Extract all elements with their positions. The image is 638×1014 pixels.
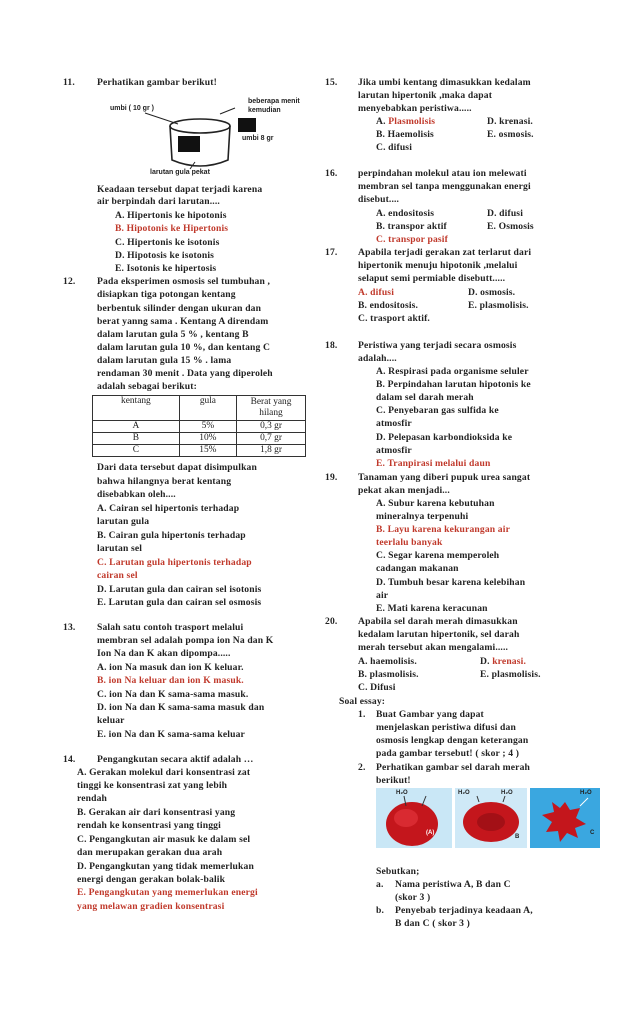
q12-line: dalam larutan gula 5 % , kentang B xyxy=(97,329,249,340)
q12-option-a-cont: larutan gula xyxy=(97,516,150,527)
q12-option-b-cont: larutan sel xyxy=(97,543,143,554)
q18-option-b-cont: dalam sel darah merah xyxy=(376,392,474,403)
q17-number: 17. xyxy=(325,247,338,258)
q13-option-c[interactable]: C. ion Na dan K sama-sama masuk. xyxy=(97,689,249,700)
q17-option-a-answer[interactable]: A. difusi xyxy=(358,287,395,298)
rbc-image-b xyxy=(455,788,527,848)
q13-line: membran sel adalah pompa ion Na dan K xyxy=(97,635,274,646)
q15-option-d[interactable]: D. krenasi. xyxy=(487,116,533,127)
q12-option-e[interactable]: E. Larutan gula dan cairan sel osmosis xyxy=(97,597,262,608)
rbc-image-a xyxy=(376,788,452,848)
q16-line: perpindahan molekul atau ion melewati xyxy=(358,168,527,179)
rbc-c-water-label: H₂O xyxy=(580,790,592,796)
q15-line: larutan hipertonik ,maka dapat xyxy=(358,90,493,101)
q11-stem: Perhatikan gambar berikut! xyxy=(97,77,217,88)
q14-number: 14. xyxy=(63,754,76,765)
q12-option-d[interactable]: D. Larutan gula dan cairan sel isotonis xyxy=(97,584,262,595)
q15-option-c[interactable]: C. difusi xyxy=(376,142,413,153)
q13-option-a[interactable]: A. ion Na masuk dan ion K keluar. xyxy=(97,662,244,673)
q12-line: Pada eksperimen osmosis sel tumbuhan , xyxy=(97,276,271,287)
q11-number: 11. xyxy=(63,77,75,88)
q14-option-d[interactable]: D. Pengangkutan yang tidak memerlukan xyxy=(77,861,254,872)
essay-title: Soal essay: xyxy=(339,696,386,707)
q18-option-e-answer[interactable]: E. Tranpirasi melalui daun xyxy=(376,458,491,469)
diagram-label-tuber: umbi ( 10 gr ) xyxy=(110,105,154,112)
q13-number: 13. xyxy=(63,622,76,633)
q14-option-c-cont: dan merupakan gerakan dua arah xyxy=(77,847,223,858)
table-cell: B xyxy=(93,433,180,445)
table-cell: 0,7 gr xyxy=(237,433,306,445)
q12-option-c-cont: cairan sel xyxy=(97,570,138,581)
q18-option-b[interactable]: B. Perpindahan larutan hipotonis ke xyxy=(376,379,531,390)
q16-option-c-answer[interactable]: C. transpor pasif xyxy=(376,234,448,245)
q11-option-e[interactable]: E. Isotonis ke hipertosis xyxy=(115,263,217,274)
q12-after: bahwa hilangnya berat kentang xyxy=(97,476,232,487)
q20-line: kedalam larutan hipertonik, sel darah xyxy=(358,629,520,640)
q13-option-e[interactable]: E. ion Na dan K sama-sama keluar xyxy=(97,729,245,740)
q15-option-a-answer: Plasmolisis xyxy=(388,116,436,127)
q14-stem: Pengangkutan secara aktif adalah … xyxy=(97,754,254,765)
table-cell: C xyxy=(93,445,180,457)
q17-option-c[interactable]: C. trasport aktif. xyxy=(358,313,430,324)
q12-line: berbentuk silinder dengan ukuran dan xyxy=(97,303,262,314)
q18-line: Peristiwa yang terjadi secara osmosis xyxy=(358,340,517,351)
q20-option-b[interactable]: B. plasmolisis. xyxy=(358,669,419,680)
q12-data-table xyxy=(92,395,306,457)
q15-option-a[interactable] xyxy=(376,116,435,128)
q20-option-d[interactable] xyxy=(480,656,526,668)
q14-option-b-cont: rendah ke konsentrasi yang tinggi xyxy=(77,820,221,831)
q20-number: 20. xyxy=(325,616,338,627)
diagram-label-solution: larutan gula pekat xyxy=(150,169,210,176)
diagram-label-after: beberapa menit xyxy=(248,98,300,105)
q12-line: dalam larutan gula 10 %, dan kentang C xyxy=(97,342,271,353)
q18-option-d-cont: atmosfir xyxy=(376,445,412,456)
table-cell: 0,3 gr xyxy=(237,421,306,433)
table-cell: 1,8 gr xyxy=(237,445,306,457)
q16-number: 16. xyxy=(325,168,338,179)
table-row xyxy=(93,421,306,433)
rbc-image-c xyxy=(530,788,600,848)
q19-option-c-cont: cadangan makanan xyxy=(376,563,459,574)
q13-option-d[interactable]: D. ion Na dan K sama-sama masuk dan xyxy=(97,702,265,713)
rbc-b-label: B xyxy=(515,834,520,840)
q17-line: selaput semi permiable disebutt..... xyxy=(358,273,506,284)
q17-option-d[interactable]: D. osmosis. xyxy=(468,287,516,298)
q14-option-a-cont: rendah xyxy=(77,793,108,804)
q18-option-c[interactable]: C. Penyebaran gas sulfida ke xyxy=(376,405,499,416)
essay-2b-line: Penyebab terjadinya keadaan A, xyxy=(395,905,533,916)
q12-line: adalah sebagai berikut: xyxy=(97,381,197,392)
q14-option-b[interactable]: B. Gerakan air dari konsentrasi yang xyxy=(77,807,236,818)
essay-2a-number: a. xyxy=(376,879,384,890)
q12-option-c-answer[interactable]: C. Larutan gula hipertonis terhadap xyxy=(97,557,252,568)
q14-option-a[interactable]: A. Gerakan molekul dari konsentrasi zat xyxy=(77,767,251,778)
q16-option-a[interactable]: A. endositosis xyxy=(376,208,435,219)
q12-line: rendaman 30 menit . Data yang diperoleh xyxy=(97,368,273,379)
rbc-a-label: (A) xyxy=(426,830,435,836)
essay-2-line: Perhatikan gambar sel darah merah xyxy=(376,762,531,773)
q16-line: disebut.... xyxy=(358,194,400,205)
essay-1-line: Buat Gambar yang dapat xyxy=(376,709,484,720)
q11-option-c[interactable]: C. Hipertonis ke isotonis xyxy=(115,237,220,248)
diagram-label-after2: kemudian xyxy=(248,107,281,114)
q12-line: berat yanng sama . Kentang A direndam xyxy=(97,316,269,327)
q19-option-a[interactable]: A. Subur karena kebutuhan xyxy=(376,498,495,509)
table-header: gula xyxy=(179,396,236,421)
q14-option-e-cont: yang melawan gradien konsentrasi xyxy=(77,901,225,912)
q20-line: merah tersebut akan mengalami..... xyxy=(358,642,509,653)
q15-option-a-letter: A. xyxy=(376,116,389,127)
q20-option-d-letter: D. xyxy=(480,656,493,667)
q19-line: Tanaman yang diberi pupuk urea sangat xyxy=(358,472,531,483)
q19-number: 19. xyxy=(325,472,338,483)
q15-number: 15. xyxy=(325,77,338,88)
table-header: Berat yang hilang xyxy=(237,396,306,421)
q19-option-e[interactable]: E. Mati karena keracunan xyxy=(376,603,488,614)
q12-after: Dari data tersebut dapat disimpulkan xyxy=(97,462,257,473)
table-row xyxy=(93,445,306,457)
q19-option-d[interactable]: D. Tumbuh besar karena kelebihan xyxy=(376,577,526,588)
rbc-a-water-label: H₂O xyxy=(396,790,408,796)
q11-diagram-drawing xyxy=(110,94,330,180)
essay-2b-line: B dan C ( skor 3 ) xyxy=(395,918,471,929)
q16-option-d[interactable]: D. difusi xyxy=(487,208,524,219)
q15-option-e[interactable]: E. osmosis. xyxy=(487,129,534,140)
q12-number: 12. xyxy=(63,276,76,287)
q13-option-d-cont: keluar xyxy=(97,715,125,726)
q11-text1: Keadaan tersebut dapat terjadi karena xyxy=(97,184,263,195)
q18-option-c-cont: atmosfir xyxy=(376,418,412,429)
essay-2a-line: (skor 3 ) xyxy=(395,892,431,903)
q17-line: Apabila terjadi gerakan zat terlarut dari xyxy=(358,247,532,258)
diagram-label-tuber2: umbi 8 gr xyxy=(242,135,274,142)
q20-line: Apabila sel darah merah dimasukkan xyxy=(358,616,518,627)
q13-line: Ion Na dan K akan dipompa..... xyxy=(97,648,231,659)
q12-option-a[interactable]: A. Cairan sel hipertonis terhadap xyxy=(97,503,240,514)
q14-option-d-cont: energi dengan gerakan bolak-balik xyxy=(77,874,226,885)
rbc-b-water-label-right: H₂O xyxy=(501,790,513,796)
q12-line: disiapkan tiga potongan kentang xyxy=(97,289,236,300)
q14-option-e-answer[interactable]: E. Pengangkutan yang memerlukan energi xyxy=(77,887,258,898)
q16-option-b[interactable]: B. transpor aktif xyxy=(376,221,447,232)
q17-option-e[interactable]: E. plasmolisis. xyxy=(468,300,529,311)
table-cell: 15% xyxy=(179,445,236,457)
rbc-c-label: C xyxy=(590,830,595,836)
q18-option-a[interactable]: A. Respirasi pada organisme seluler xyxy=(376,366,529,377)
q19-option-b-cont: teerlalu banyak xyxy=(376,537,443,548)
q17-option-b[interactable]: B. endositosis. xyxy=(358,300,419,311)
q16-line: membran sel tanpa menggunakan energi xyxy=(358,181,531,192)
rbc-a-drawing xyxy=(376,788,452,848)
q20-option-d-answer: krenasi. xyxy=(492,656,526,667)
q18-option-d[interactable]: D. Pelepasan karbondioksida ke xyxy=(376,432,513,443)
q12-option-b[interactable]: B. Cairan gula hipertonis terhadap xyxy=(97,530,246,541)
q14-option-a-cont: tinggi ke konsentrasi zat yang lebih xyxy=(77,780,228,791)
q15-line: menyebabkan peristiwa..... xyxy=(358,103,472,114)
rbc-b-water-label-left: H₂O xyxy=(458,790,470,796)
essay-1-line: menjelaskan peristiwa difusi dan xyxy=(376,722,516,733)
q20-option-e[interactable]: E. plasmolisis. xyxy=(480,669,541,680)
q13-line: Salah satu contoh trasport melalui xyxy=(97,622,244,633)
essay-2-number: 2. xyxy=(358,762,366,773)
essay-2b-number: b. xyxy=(376,905,385,916)
q12-after: disebabkan oleh.... xyxy=(97,489,176,500)
q19-option-a-cont: mineralnya terpenuhi xyxy=(376,511,469,522)
q19-option-b-answer[interactable]: B. Layu karena kekurangan air xyxy=(376,524,510,535)
q11-option-a[interactable]: A. Hipertonis ke hipotonis xyxy=(115,210,227,221)
q18-number: 18. xyxy=(325,340,338,351)
q11-diagram xyxy=(110,94,330,180)
q11-text2: air berpindah dari larutan.... xyxy=(97,196,220,207)
essay-2-line: berikut! xyxy=(376,775,411,786)
table-cell: 5% xyxy=(179,421,236,433)
essay-1-number: 1. xyxy=(358,709,366,720)
q12-line: dalam larutan gula 15 % . lama xyxy=(97,355,232,366)
q16-option-e[interactable]: E. Osmosis xyxy=(487,221,534,232)
essay-2-instruction: Sebutkan; xyxy=(376,866,420,877)
q19-line: pekat akan menjadi... xyxy=(358,485,450,496)
q14-option-c[interactable]: C. Pengangkutan air masuk ke dalam sel xyxy=(77,834,251,845)
table-cell: 10% xyxy=(179,433,236,445)
table-row xyxy=(93,433,306,445)
table-header: kentang xyxy=(93,396,180,421)
q15-line: Jika umbi kentang dimasukkan kedalam xyxy=(358,77,531,88)
q11-option-d[interactable]: D. Hipotosis ke isotonis xyxy=(115,250,215,261)
q15-option-b[interactable]: B. Haemolisis xyxy=(376,129,434,140)
q19-option-c[interactable]: C. Segar karena memperoleh xyxy=(376,550,500,561)
q20-option-c[interactable]: C. Difusi xyxy=(358,682,396,693)
essay-1-line: pada gambar tersebut! ( skor ; 4 ) xyxy=(376,748,520,759)
q19-option-d-cont: air xyxy=(376,590,389,601)
table-cell: A xyxy=(93,421,180,433)
q13-option-b-answer[interactable]: B. ion Na keluar dan ion K masuk. xyxy=(97,675,244,686)
q17-line: hipertonik menuju hipotonik ,melalui xyxy=(358,260,518,271)
q11-option-b-answer[interactable]: B. Hipotonis ke Hipertonis xyxy=(115,223,229,234)
rbc-c-drawing xyxy=(530,788,600,848)
table-header-row xyxy=(93,396,306,421)
q20-option-a[interactable]: A. haemolisis. xyxy=(358,656,417,667)
essay-1-line: osmosis lengkap dengan keterangan xyxy=(376,735,529,746)
essay-2a-line: Nama peristiwa A, B dan C xyxy=(395,879,511,890)
q18-line: adalah.... xyxy=(358,353,397,364)
